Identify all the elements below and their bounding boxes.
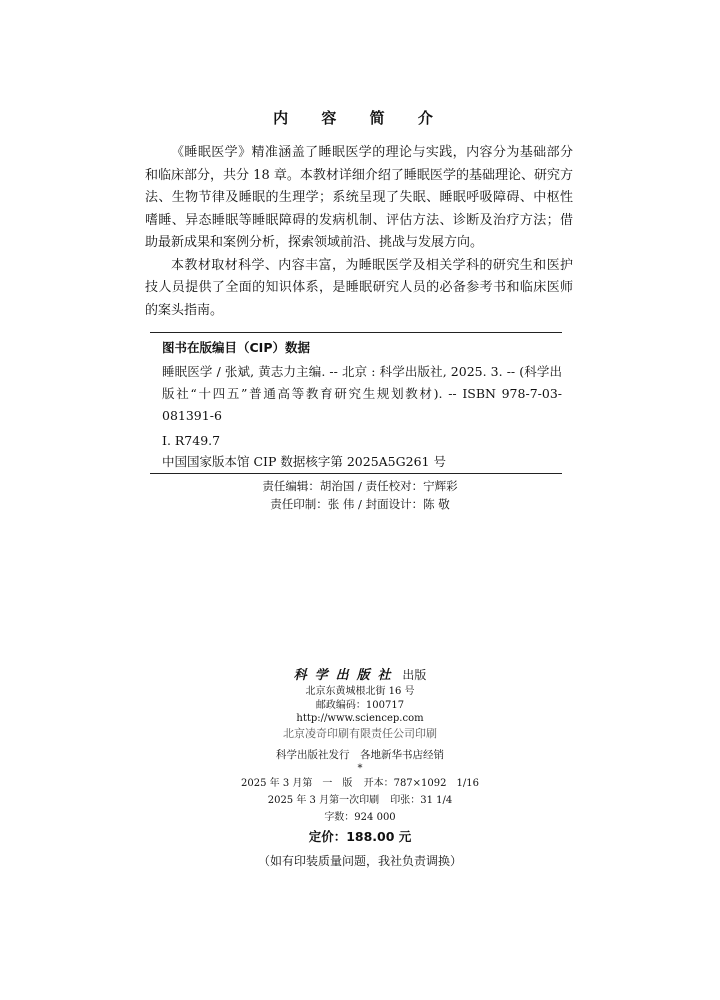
imprint-block bbox=[0, 666, 720, 872]
cip-approval-number: 中国国家版本馆 CIP 数据核字第 2025A5G261 号 bbox=[162, 454, 446, 469]
publisher-address: 北京东黄城根北街 16 号 bbox=[305, 686, 415, 697]
summary-paragraph-2: 本教材取材科学、内容丰富，为睡眠医学及相关学科的研究生和医护技人员提供了全面的知识体系，是睡眠研究人员的必备参考书和临床医师的案头指南。 bbox=[145, 257, 573, 318]
printing-row bbox=[0, 792, 720, 809]
staff-production: 责任印制：张 伟 / 封面设计：陈 敬 bbox=[270, 497, 450, 511]
publisher-line bbox=[0, 666, 720, 685]
edition: 2025 年 3 月第 一 版 bbox=[241, 777, 353, 789]
cip-record: 睡眠医学 / 张斌, 黄志力主编. -- 北京 : 科学出版社, 2025. 3. -- (科学出版社“十四五”普通高等教育研究生规划教材). -- ISBN 978-7-03-081391-6 bbox=[162, 364, 562, 423]
cip-data-block bbox=[150, 332, 562, 474]
publisher-postcode: 邮政编码：100717 bbox=[315, 699, 405, 711]
word-count: 字数：924 000 bbox=[324, 811, 396, 823]
staff-editors: 责任编辑：胡治国 / 责任校对：宁辉彩 bbox=[262, 479, 458, 493]
price: 定价：188.00 元 bbox=[308, 828, 412, 844]
printer: 北京凌奇印刷有限责任公司印刷 bbox=[283, 726, 437, 740]
format: 开本：787×1092 1/16 bbox=[363, 777, 479, 789]
page-title: 内 容 简 介 bbox=[273, 109, 447, 127]
cip-classification: I. R749.7 bbox=[162, 433, 221, 448]
summary-paragraph-1: 《睡眠医学》精准涵盖了睡眠医学的理论与实践，内容分为基础部分和临床部分，共分 18 章。本教材详细介绍了睡眠医学的基础理论、研究方法、生物节律及睡眠的生理学；系统呈现了失眠、睡眠呼吸障碍、中枢性嗜睡、异态睡眠等睡眠障碍的发病机制、评估方法、诊断及治疗方法；借助最新成果和案例分析，探索领域前沿、挑战与发展方向。 bbox=[145, 145, 573, 250]
sheets: 印张：31 1/4 bbox=[390, 794, 453, 806]
edition-row bbox=[0, 775, 720, 792]
publisher-suffix: 出版 bbox=[402, 668, 427, 682]
summary-section bbox=[145, 142, 573, 322]
publisher-website: http://www.sciencep.com bbox=[296, 713, 424, 724]
distribution: 科学出版社发行 各地新华书店经销 bbox=[276, 748, 444, 761]
publisher-logo: 科学出版社 bbox=[293, 668, 399, 683]
cip-heading: 图书在版编目（CIP）数据 bbox=[162, 340, 310, 355]
separator-star: * bbox=[357, 762, 363, 774]
printing: 2025 年 3 月第一次印刷 bbox=[267, 794, 380, 806]
staff-credits bbox=[0, 477, 720, 513]
quality-notice: （如有印装质量问题，我社负责调换） bbox=[257, 853, 462, 868]
